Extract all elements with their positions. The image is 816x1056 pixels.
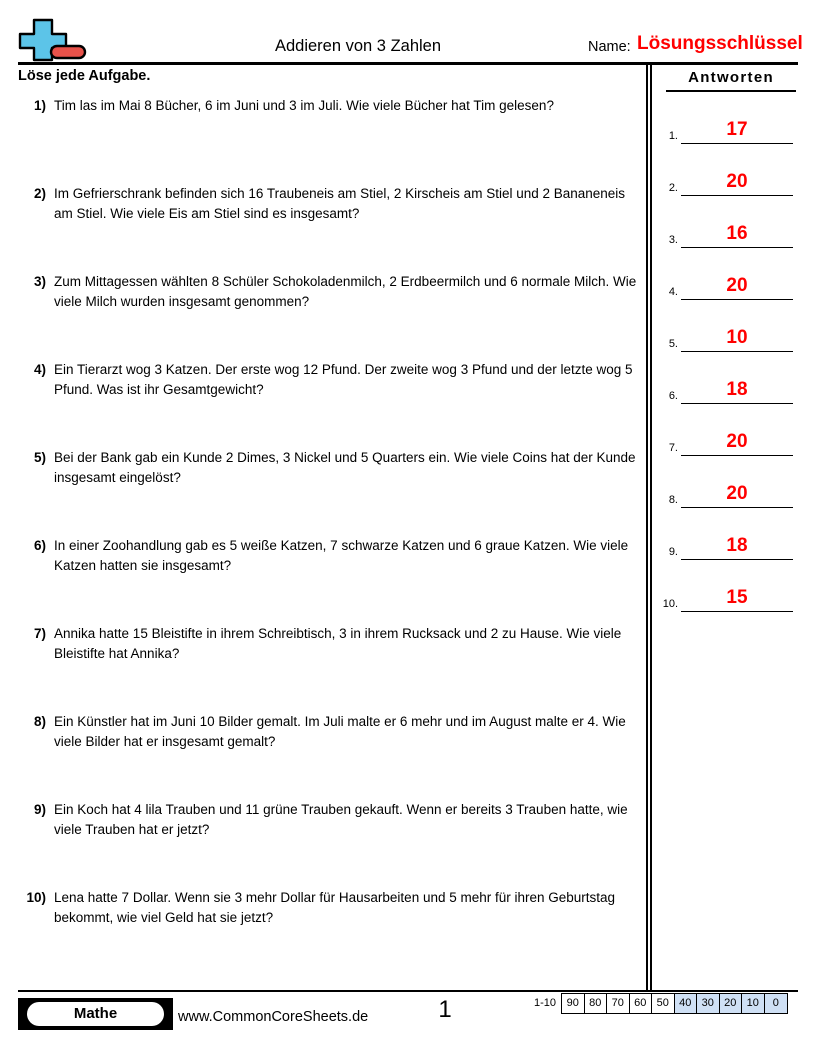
question-item	[18, 800, 644, 888]
question-number: 10)	[26, 890, 46, 905]
worksheet-header	[18, 18, 803, 62]
answer-value: 20	[726, 483, 748, 504]
score-scale-label: 1-10	[534, 997, 557, 1009]
answer-row	[656, 463, 798, 508]
answer-row	[656, 411, 798, 456]
answer-value: 20	[726, 171, 748, 192]
answer-value: 17	[726, 119, 748, 140]
question-number: 9)	[33, 802, 46, 817]
answer-value: 20	[726, 275, 748, 296]
answer-value: 20	[726, 431, 748, 452]
question-item	[18, 448, 644, 536]
question-item	[18, 712, 644, 800]
question-number: 7)	[33, 626, 46, 641]
instruction-text: Löse jede Aufgabe.	[18, 68, 151, 84]
score-cell: 40	[675, 994, 698, 1013]
answer-blank-line	[681, 455, 793, 457]
question-text: Ein Künstler hat im Juni 10 Bilder gemalt. Im Juli malte er 6 mehr und im August malte er 4. Wie viele Bilder hat er insgesamt gemalt?	[54, 714, 626, 749]
question-text: Lena hatte 7 Dollar. Wenn sie 3 mehr Dollar für Hausarbeiten und 5 mehr für ihren Geburtstag bekommt, wie viel Geld hat sie jetzt?	[54, 890, 616, 925]
answer-value: 15	[726, 587, 748, 608]
score-cell: 90	[562, 994, 585, 1013]
question-number: 3)	[33, 274, 46, 289]
question-number: 2)	[33, 186, 46, 201]
answer-blank-line	[681, 247, 793, 249]
question-item	[18, 888, 644, 976]
score-cell: 0	[765, 994, 788, 1013]
answer-index: 7.	[668, 442, 678, 454]
score-cell: 60	[630, 994, 653, 1013]
answer-key-badge: Lösungsschlüssel	[637, 33, 803, 54]
answer-index: 1.	[668, 130, 678, 142]
question-number: 1)	[33, 98, 46, 113]
answer-row	[656, 203, 798, 248]
answer-row	[656, 515, 798, 560]
score-scale	[534, 993, 788, 1014]
answer-value: 18	[726, 535, 748, 556]
answer-value: 16	[726, 223, 748, 244]
answer-index: 6.	[668, 390, 678, 402]
site-url: www.CommonCoreSheets.de	[178, 1009, 369, 1025]
question-item	[18, 360, 644, 448]
answer-blank-line	[681, 143, 793, 145]
page-title: Addieren von 3 Zahlen	[274, 37, 442, 55]
questions-list	[18, 96, 644, 976]
answer-row	[656, 567, 798, 612]
answer-row	[656, 359, 798, 404]
score-scale-cells	[561, 993, 788, 1014]
answer-row	[656, 99, 798, 144]
question-number: 4)	[33, 362, 46, 377]
answer-row	[656, 255, 798, 300]
answer-index: 9.	[668, 546, 678, 558]
answer-index: 8.	[668, 494, 678, 506]
answer-index: 4.	[668, 286, 678, 298]
answer-blank-line	[681, 403, 793, 405]
score-cell: 50	[652, 994, 675, 1013]
question-text: Ein Koch hat 4 lila Trauben und 11 grüne Trauben gekauft. Wenn er bereits 3 Trauben hatte, wie viele Trauben hat er jetzt?	[54, 802, 628, 837]
subject-badge	[18, 998, 173, 1030]
question-text: Annika hatte 15 Bleistifte in ihrem Schreibtisch, 3 in ihrem Rucksack und 2 zu Hause. Wie viele Bleistifte hat Annika?	[54, 626, 622, 661]
name-label: Name:	[588, 39, 631, 55]
question-item	[18, 272, 644, 360]
answer-blank-line	[681, 559, 793, 561]
answer-blank-line	[681, 195, 793, 197]
header-divider	[18, 62, 798, 65]
score-cell: 10	[742, 994, 765, 1013]
question-text: Tim las im Mai 8 Bücher, 6 im Juni und 3 im Juli. Wie viele Bücher hat Tim gelesen?	[54, 98, 554, 113]
answer-index: 2.	[668, 182, 678, 194]
question-item	[18, 624, 644, 712]
answer-index: 10.	[662, 598, 678, 610]
subject-badge-label: Mathe	[73, 1005, 118, 1022]
answer-blank-line	[681, 507, 793, 509]
answer-row	[656, 151, 798, 196]
score-cell: 20	[720, 994, 743, 1013]
score-cell: 30	[697, 994, 720, 1013]
answer-value: 10	[726, 327, 748, 348]
footer-divider	[18, 990, 798, 992]
question-text: In einer Zoohandlung gab es 5 weiße Katzen, 7 schwarze Katzen und 6 graue Katzen. Wie viele Katzen hatten sie insgesamt?	[54, 538, 629, 573]
question-item	[18, 184, 644, 272]
question-text: Ein Tierarzt wog 3 Katzen. Der erste wog 12 Pfund. Der zweite wog 3 Pfund und der letzte wog 5 Pfund. Was ist ihr Gesamtgewicht?	[54, 362, 633, 397]
answer-index: 3.	[668, 234, 678, 246]
column-divider	[646, 65, 652, 990]
score-cell: 70	[607, 994, 630, 1013]
page-number: 1	[438, 996, 452, 1023]
answer-blank-line	[681, 611, 793, 613]
question-number: 6)	[33, 538, 46, 553]
question-text: Im Gefrierschrank befinden sich 16 Traubeneis am Stiel, 2 Kirscheis am Stiel und 2 Bananeneis am Stiel. Wie viele Eis am Stiel sind es insgesamt?	[54, 186, 626, 221]
question-text: Bei der Bank gab ein Kunde 2 Dimes, 3 Nickel und 5 Quarters ein. Wie viele Coins hat der Kunde insgesamt eingelöst?	[54, 450, 636, 485]
score-cell: 80	[585, 994, 608, 1013]
answer-blank-line	[681, 299, 793, 301]
answer-value: 18	[726, 379, 748, 400]
question-item	[18, 96, 644, 184]
plus-minus-logo-icon	[18, 18, 90, 62]
answers-heading: Antworten	[666, 68, 796, 92]
question-number: 5)	[33, 450, 46, 465]
question-text: Zum Mittagessen wählten 8 Schüler Schokoladenmilch, 2 Erdbeermilch und 6 normale Milch. Wie viele Milch wurden insgesamt genommen?	[54, 274, 637, 309]
answer-blank-line	[681, 351, 793, 353]
answers-column	[656, 68, 798, 612]
subject-badge-pill	[27, 1002, 164, 1026]
answer-index: 5.	[668, 338, 678, 350]
answer-row	[656, 307, 798, 352]
question-number: 8)	[33, 714, 46, 729]
question-item	[18, 536, 644, 624]
